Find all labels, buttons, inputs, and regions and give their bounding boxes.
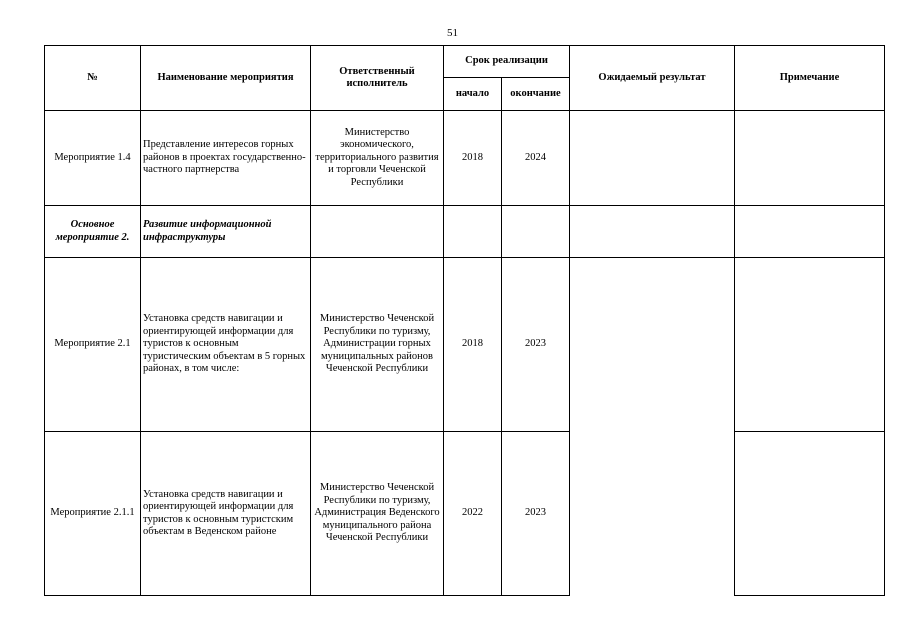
- row-responsible: Министерство Чеченской Республики по туризму, Администрация Веденского муниципального района Чеченской Республики: [311, 432, 444, 596]
- row-num: Мероприятие 2.1: [45, 258, 141, 432]
- row-end: 2024: [502, 111, 570, 206]
- header-result: Ожидаемый результат: [570, 46, 735, 111]
- header-responsible: Ответственный исполнитель: [311, 46, 444, 111]
- row-result: [570, 111, 735, 206]
- row-responsible: Министерство экономического, территориального развития и торговли Чеченской Республики: [311, 111, 444, 206]
- row-note: [735, 206, 885, 258]
- plan-table: [44, 45, 885, 596]
- row-end: 2023: [502, 432, 570, 596]
- header-start: начало: [444, 78, 502, 111]
- page-number: 51: [447, 27, 458, 39]
- row-num: Мероприятие 1.4: [45, 111, 141, 206]
- table-row: [45, 111, 885, 206]
- table-row: [45, 206, 885, 258]
- row-name: Установка средств навигации и ориентирующей информации для туристов к основным туристским объектам в Веденском районе: [141, 432, 311, 596]
- row-num: Мероприятие 2.1.1: [45, 432, 141, 596]
- row-note: [735, 432, 885, 596]
- header-num: №: [45, 46, 141, 111]
- row-start: 2022: [444, 432, 502, 596]
- header-period: Срок реализации: [444, 46, 570, 78]
- row-responsible: Министерство Чеченской Республики по туризму, Администрации горных муниципальных районов Чеченской Республики: [311, 258, 444, 432]
- header-name: Наименование мероприятия: [141, 46, 311, 111]
- row-start: [444, 206, 502, 258]
- row-num: Основное мероприятие 2.: [45, 206, 141, 258]
- row-name: Развитие информационной инфраструктуры: [141, 206, 311, 258]
- row-end: [502, 206, 570, 258]
- header-note: Примечание: [735, 46, 885, 111]
- header-end: окончание: [502, 78, 570, 111]
- row-note: [735, 111, 885, 206]
- row-start: 2018: [444, 258, 502, 432]
- row-note: [735, 258, 885, 432]
- row-responsible: [311, 206, 444, 258]
- row-start: 2018: [444, 111, 502, 206]
- row-result: [570, 258, 735, 596]
- row-name: Представление интересов горных районов в проектах государственно-частного партнерства: [141, 111, 311, 206]
- table-row: [45, 432, 885, 596]
- table-row: [45, 258, 885, 432]
- row-name: Установка средств навигации и ориентирующей информации для туристов к основным туристическим объектам в 5 горных районах, в том числе:: [141, 258, 311, 432]
- row-result: [570, 206, 735, 258]
- row-end: 2023: [502, 258, 570, 432]
